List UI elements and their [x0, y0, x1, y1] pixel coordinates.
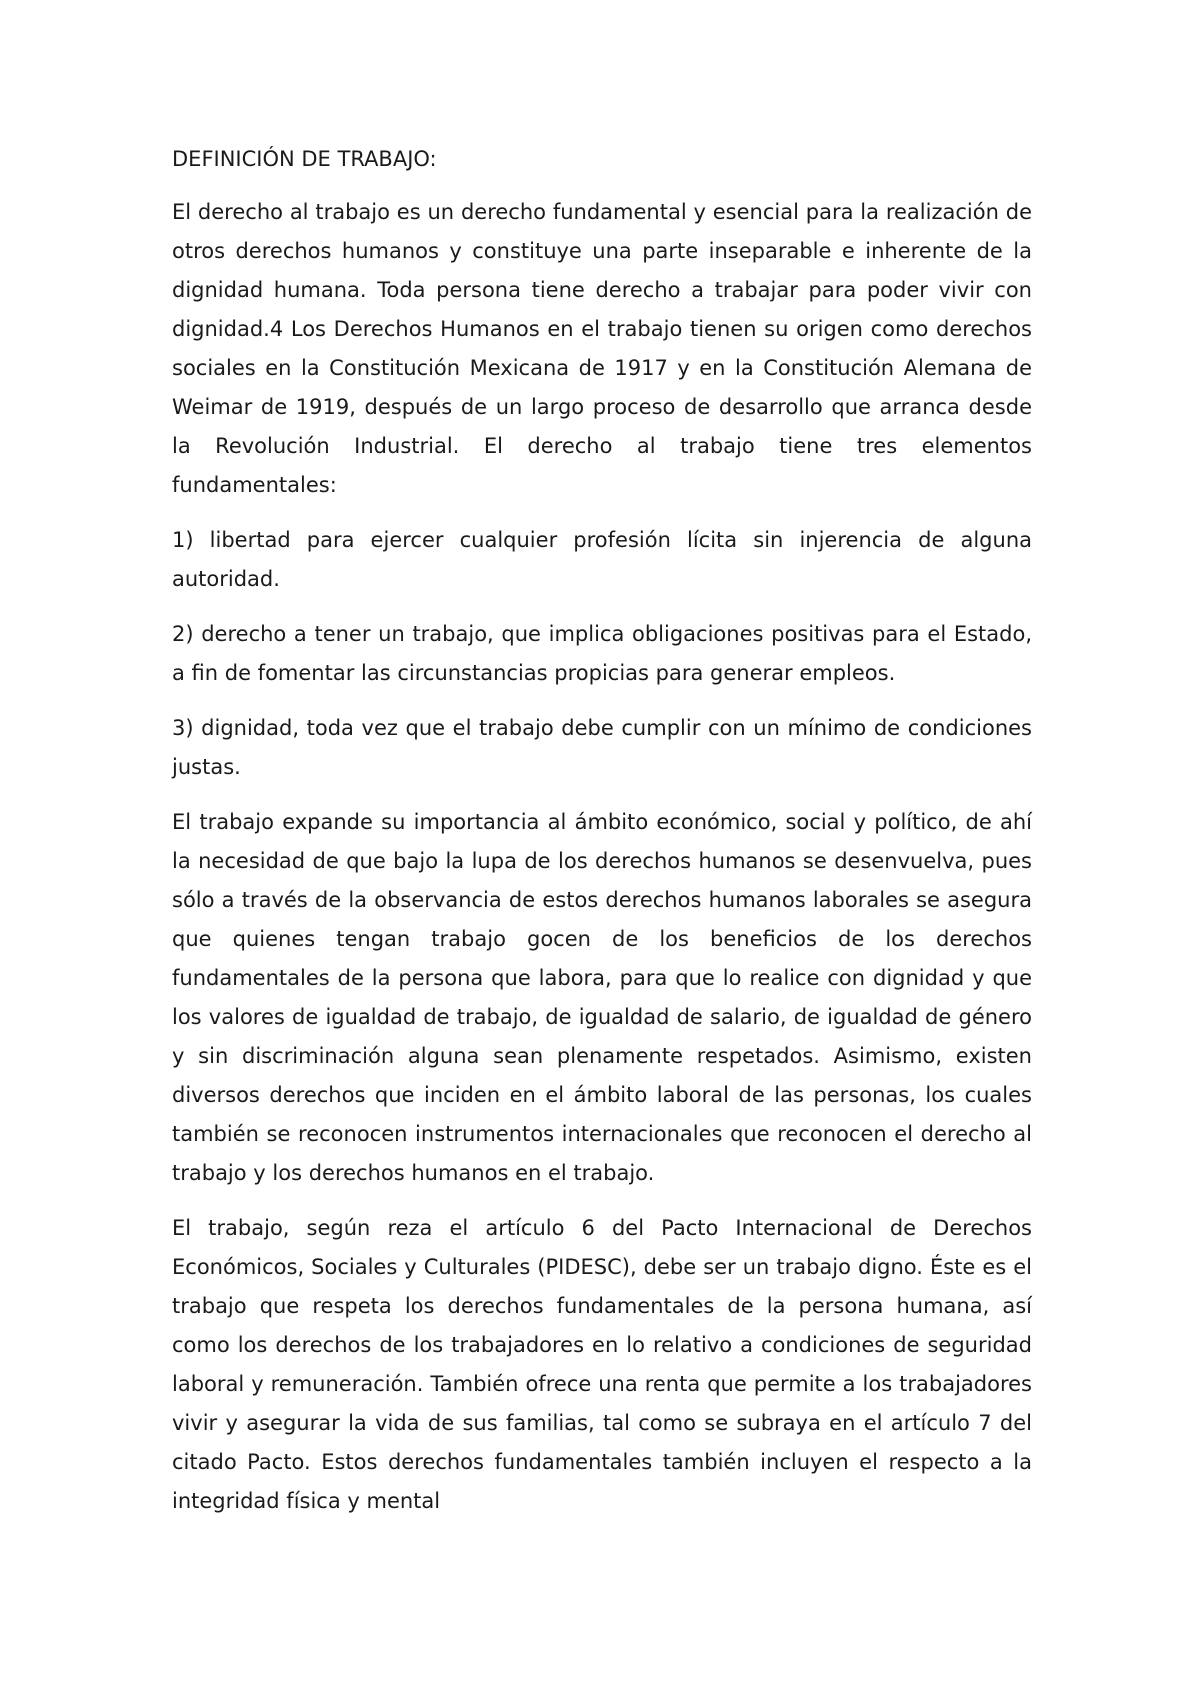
- paragraph-intro: El derecho al trabajo es un derecho fundamental y esencial para la realización de otros derechos humanos y constituye una parte inseparable e inherente de la dignidad humana. Toda persona tiene derecho a trabajar para poder vivir con dignidad.4 Los Derechos Humanos en el trabajo tienen su origen como derechos sociales en la Constitución Mexicana de 1917 y en la Constitución Alemana de Weimar de 1919, después de un largo proceso de desarrollo que arranca desde la Revolución Industrial. El derecho al trabajo tiene tres elementos fundamentales:: [172, 200, 1032, 497]
- document-heading: DEFINICIÓN DE TRABAJO:: [172, 147, 437, 171]
- list-item-derecho: 2) derecho a tener un trabajo, que implica obligaciones positivas para el Estado, a fin de fomentar las circunstancias propicias para generar empleos.: [172, 622, 1032, 685]
- paragraph-pidesc: El trabajo, según reza el artículo 6 del Pacto Internacional de Derechos Económicos, Sociales y Culturales (PIDESC), debe ser un trabajo digno. Éste es el trabajo que respeta los derechos fundamentales de la persona humana, así como los derechos de los trabajadores en lo relativo a condiciones de seguridad laboral y remuneración. También ofrece una renta que permite a los trabajadores vivir y asegurar la vida de sus familias, tal como se subraya en el artículo 7 del citado Pacto. Estos derechos fundamentales también incluyen el respecto a la integridad física y mental: [172, 1216, 1032, 1513]
- list-item-dignidad: 3) dignidad, toda vez que el trabajo debe cumplir con un mínimo de condiciones justas.: [172, 716, 1032, 779]
- list-item-libertad: 1) libertad para ejercer cualquier profesión lícita sin injerencia de alguna autoridad.: [172, 528, 1032, 591]
- paragraph-importancia: El trabajo expande su importancia al ámbito económico, social y político, de ahí la necesidad de que bajo la lupa de los derechos humanos se desenvuelva, pues sólo a través de la observancia de estos derechos humanos laborales se asegura que quienes tengan trabajo gocen de los beneficios de los derechos fundamentales de la persona que labora, para que lo realice con dignidad y que los valores de igualdad de trabajo, de igualdad de salario, de igualdad de género y sin discriminación alguna sean plenamente respetados. Asimismo, existen diversos derechos que inciden en el ámbito laboral de las personas, los cuales también se reconocen instrumentos internacionales que reconocen el derecho al trabajo y los derechos humanos en el trabajo.: [172, 810, 1032, 1185]
- document-page: [172, 140, 1032, 1537]
